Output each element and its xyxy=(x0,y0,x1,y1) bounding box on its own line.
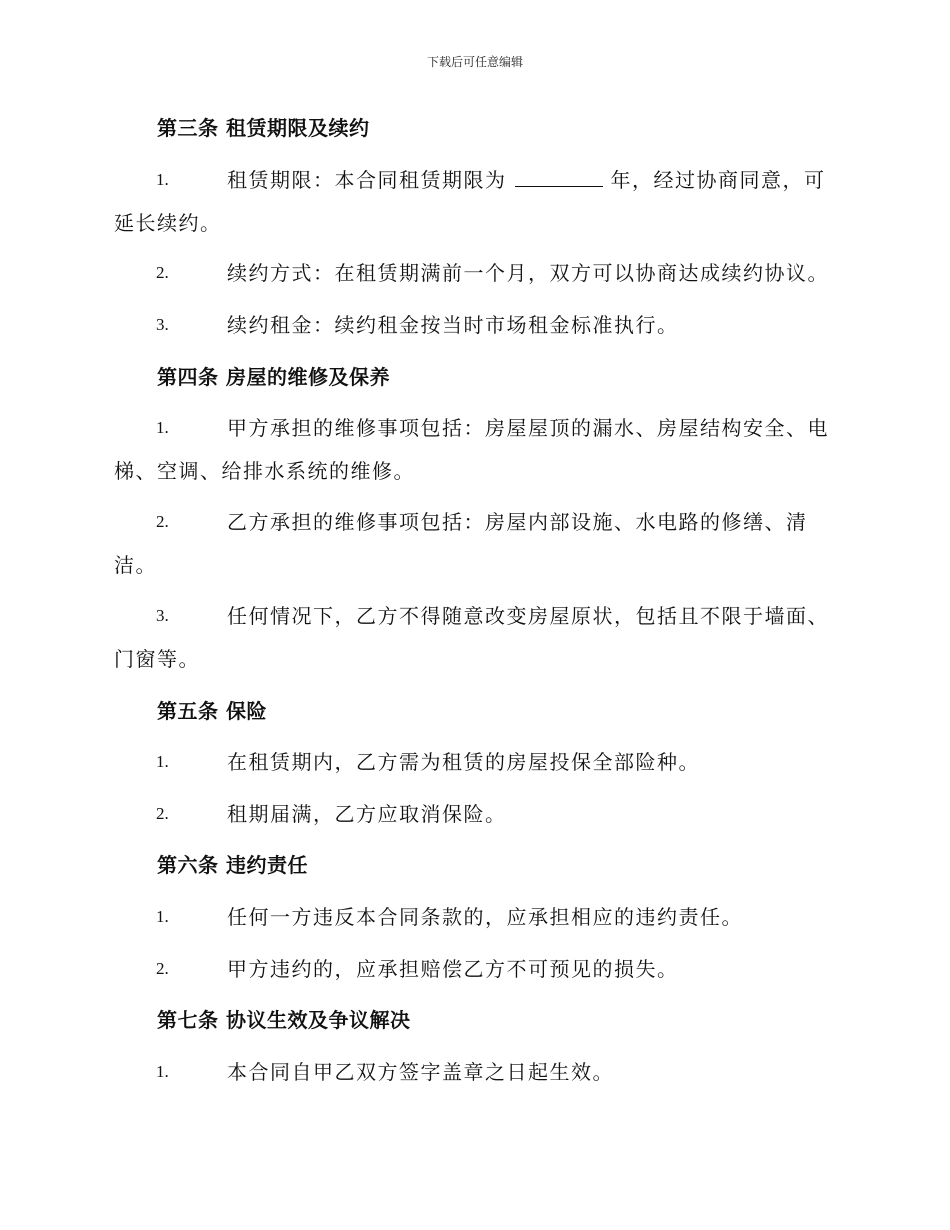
clause-text-continuation: 洁。 xyxy=(114,553,157,577)
section-heading-6: 第六条 违约责任 xyxy=(157,853,308,877)
clause-text: 在租赁期内，乙方需为租赁的房屋投保全部险种。 xyxy=(227,750,700,774)
section-heading-5: 第五条 保险 xyxy=(157,699,267,723)
clause-text-continuation: 延长续约。 xyxy=(114,211,222,235)
clause-number: 2. xyxy=(156,804,169,823)
clause-text-after-blank: 年，经过协商同意，可 xyxy=(610,168,826,192)
clause-number: 3. xyxy=(156,606,169,625)
clause-number: 3. xyxy=(156,315,169,334)
clause-text: 任何一方违反本合同条款的，应承担相应的违约责任。 xyxy=(227,905,743,929)
clause-number: 1. xyxy=(156,752,169,771)
clause-text: 租期届满，乙方应取消保险。 xyxy=(227,802,507,826)
clause-text-continuation: 梯、空调、给排水系统的维修。 xyxy=(114,459,415,483)
clause-number: 2. xyxy=(156,959,169,978)
clause-number: 2. xyxy=(156,263,169,282)
clause-number: 1. xyxy=(156,907,169,926)
clause-text: 乙方承担的维修事项包括：房屋内部设施、水电路的修缮、清 xyxy=(227,510,808,534)
section-heading-4: 第四条 房屋的维修及保养 xyxy=(157,365,390,389)
clause-text: 任何情况下，乙方不得随意改变房屋原状，包括且不限于墙面、 xyxy=(227,604,829,628)
clause-number: 1. xyxy=(156,170,169,189)
clause-number: 1. xyxy=(156,1062,169,1081)
clause-number: 1. xyxy=(156,418,169,437)
clause-text: 续约租金：续约租金按当时市场租金标准执行。 xyxy=(227,313,679,337)
clause-text: 续约方式：在租赁期满前一个月，双方可以协商达成续约协议。 xyxy=(227,261,829,285)
clause-text: 甲方违约的，应承担赔偿乙方不可预见的损失。 xyxy=(227,957,679,981)
clause-text: 甲方承担的维修事项包括：房屋屋顶的漏水、房屋结构安全、电 xyxy=(227,416,829,440)
page-header: 下载后可任意编辑 xyxy=(426,55,523,69)
section-heading-7: 第七条 协议生效及争议解决 xyxy=(157,1008,411,1032)
term-years-blank xyxy=(515,166,603,187)
clause-text-continuation: 门窗等。 xyxy=(114,647,200,671)
clause-number: 2. xyxy=(156,512,169,531)
section-heading-3: 第三条 租赁期限及续约 xyxy=(157,116,370,140)
clause-text: 本合同自甲乙双方签字盖章之日起生效。 xyxy=(227,1060,614,1084)
clause-text-before-blank: 租赁期限：本合同租赁期限为 xyxy=(227,168,507,192)
clause-text xyxy=(227,166,826,194)
